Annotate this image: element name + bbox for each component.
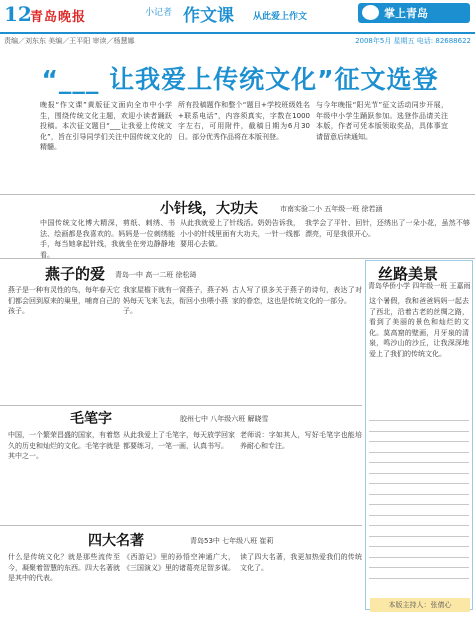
article-text: 燕子是一种有灵性的鸟，每年春天它们都会回到原来的巢里，哺育自己的孩子。 [8, 286, 120, 315]
article-text: 读了四大名著，我更加热爱我们的传统文化了。 [240, 553, 362, 572]
article-title: 四大名著 [88, 533, 144, 549]
section-prefix: 小记者 [145, 8, 173, 18]
intro-col-1: 晚报“作文课”黄版征文面向全市中小学生，围绕传统文化主题，欢迎小读者踊跃投稿。本次征文题目“___让我爱上传统文化”，旨在引导同学们关注中国传统文化的精髓。 [40, 101, 172, 151]
section-title: 作文课 [183, 6, 234, 26]
divider [0, 525, 362, 526]
editor-badge: 本版主持人：张倩心 [370, 598, 470, 612]
paper-name: 青岛晚报 [30, 10, 87, 25]
article-text: 这个暑假，我和爸爸妈妈一起去了西北，沿着古老的丝绸之路，看到了美丽的景色和灿烂的文化。莫高窟的壁画，月牙泉的清泉，鸣沙山的沙丘，让我深深地爱上了我们的传统文化。 [369, 297, 469, 358]
divider [0, 194, 475, 195]
page-header [0, 0, 475, 34]
article-title: 丝路美景 [378, 265, 439, 283]
article-text: 中国，一个繁荣昌盛的国家，有着悠久的历史和灿烂的文化。毛笔字就是其中之一。 [8, 431, 120, 460]
intro-col-2: 所有投稿题作和整个“题目+学校班级姓名+联系电话”，内容须真实，字数在1000字左右，可用附件，截稿日期为6月30日。部分优秀作品将在本版刊登。 [178, 101, 310, 141]
intro-col-3: 与今年晚报“阳光节”征文活动同步开展，年级中小学生踊跃参加。选登作品请关注本版，作者可凭本版领取奖品，具体事宜请留意后续通知。 [316, 101, 448, 141]
divider [0, 258, 475, 259]
article-title: 燕子的爱 [45, 265, 106, 283]
page-title: “___ 让我爱上传统文化”征文选登 [41, 65, 439, 94]
article-title: 小针线，大功夫 [160, 201, 258, 217]
article-byline: 青岛华侨小学 四年级一班 王嘉雨 [368, 282, 471, 290]
article-text: 我家屋檐下就有一窝燕子，燕子妈妈每天飞来飞去，衔回小虫喂小燕子。 [123, 286, 228, 315]
text-lines [369, 420, 469, 590]
article-text: 什么是传统文化？就是那些流传至今，凝聚着智慧的东西。四大名著就是其中的代表。 [8, 553, 120, 582]
editor-credits: 责编／刘东东 美编／王平阳 审读／杨慧娜 [4, 37, 135, 45]
app-logo-text: 掌上青岛 [384, 7, 428, 20]
article-byline: 青岛一中 高一二班 徐松琦 [115, 271, 197, 279]
article-byline: 青岛53中 七年级八班 崔莉 [190, 537, 274, 545]
article-text: 我学会了平针、回针，还绣出了一朵小花，虽然不够漂亮，可是我很开心。 [305, 219, 470, 238]
article-text: 从此我就爱上了针线活。奶奶告诉我，小小的针线里面有大功夫，一针一线都要用心去做。 [180, 219, 300, 248]
article-text: 老师说：字如其人，写好毛笔字也能培养耐心和专注。 [240, 431, 362, 450]
page-number: 12 [4, 2, 32, 26]
article-byline: 胶州七中 八年级六班 解晓雪 [180, 415, 269, 423]
article-title: 毛笔字 [70, 411, 112, 427]
article-byline: 市南实验二小 五年级一班 徐若涵 [280, 205, 383, 213]
article-text: 古人写了很多关于燕子的诗句，表达了对家的眷恋，这也是传统文化的一部分。 [232, 286, 362, 305]
phone-icon [362, 5, 379, 20]
divider [0, 405, 362, 406]
article-text: 《西游记》里的孙悟空神通广大，《三国演义》里的诸葛亮足智多谋。 [123, 553, 235, 572]
article-text: 从此我爱上了毛笔字，每天放学回家都要练习，一笔一画，认真书写。 [123, 431, 235, 450]
section-slogan: 从此爱上作文 [253, 12, 308, 22]
issue-info: 2008年5月 星期五 电话: 82688622 [355, 37, 471, 45]
sub-header [0, 35, 475, 47]
article-text: 中国传统文化博大精深，剪纸、刺绣、书法、绘画都是我喜欢的。妈妈是一位刺绣能手，每当她拿起针线，我就坐在旁边静静地看。 [40, 219, 175, 258]
